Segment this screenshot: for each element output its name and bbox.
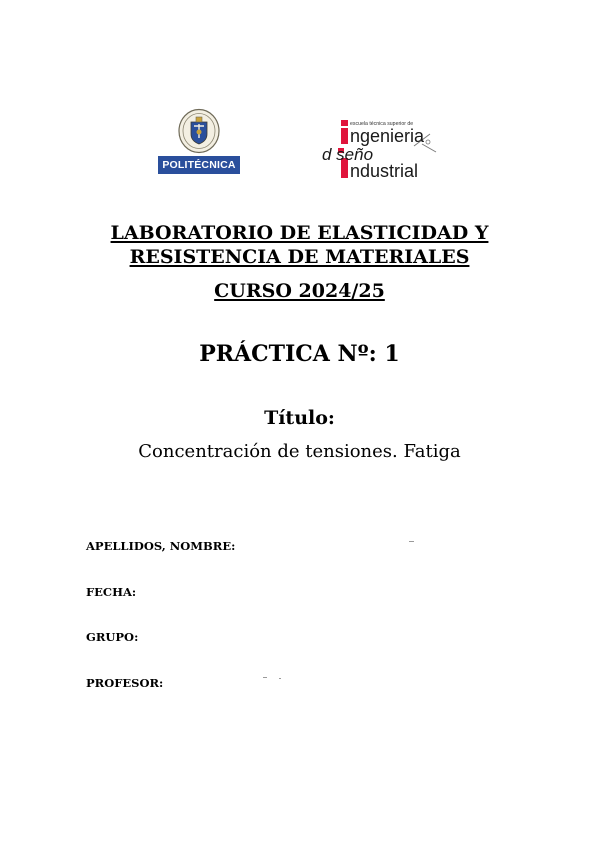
teacher-field-mark: [263, 677, 267, 678]
practice-number: PRÁCTICA Nº: 1: [199, 341, 400, 367]
lab-title-line2: RESISTENCIA DE MATERIALES: [129, 246, 470, 268]
school-logo-icon: [318, 114, 454, 184]
group-field-label: GRUPO:: [86, 630, 139, 644]
university-name: POLITÉCNICA: [158, 156, 240, 174]
school-name-line2: d seño: [322, 145, 374, 164]
name-field-label: APELLIDOS, NOMBRE:: [86, 539, 236, 553]
school-tagline: escuela técnica superior de: [350, 121, 414, 127]
school-name-line1: ngenieria: [350, 126, 425, 146]
date-field-label: FECHA:: [86, 585, 137, 599]
university-logo: [156, 108, 242, 176]
title-label: Título:: [264, 407, 335, 429]
name-field-mark: [409, 541, 414, 542]
lab-title-line1: LABORATORIO DE ELASTICIDAD Y: [110, 222, 489, 244]
school-name-line3: ndustrial: [350, 161, 419, 181]
school-logo: [318, 114, 454, 184]
teacher-field-label: PROFESOR:: [86, 676, 164, 690]
practice-title: Concentración de tensiones. Fatiga: [138, 441, 461, 462]
course-title: CURSO 2024/25: [214, 280, 385, 302]
university-seal-icon: [177, 108, 221, 154]
teacher-field-mark: [279, 678, 281, 679]
